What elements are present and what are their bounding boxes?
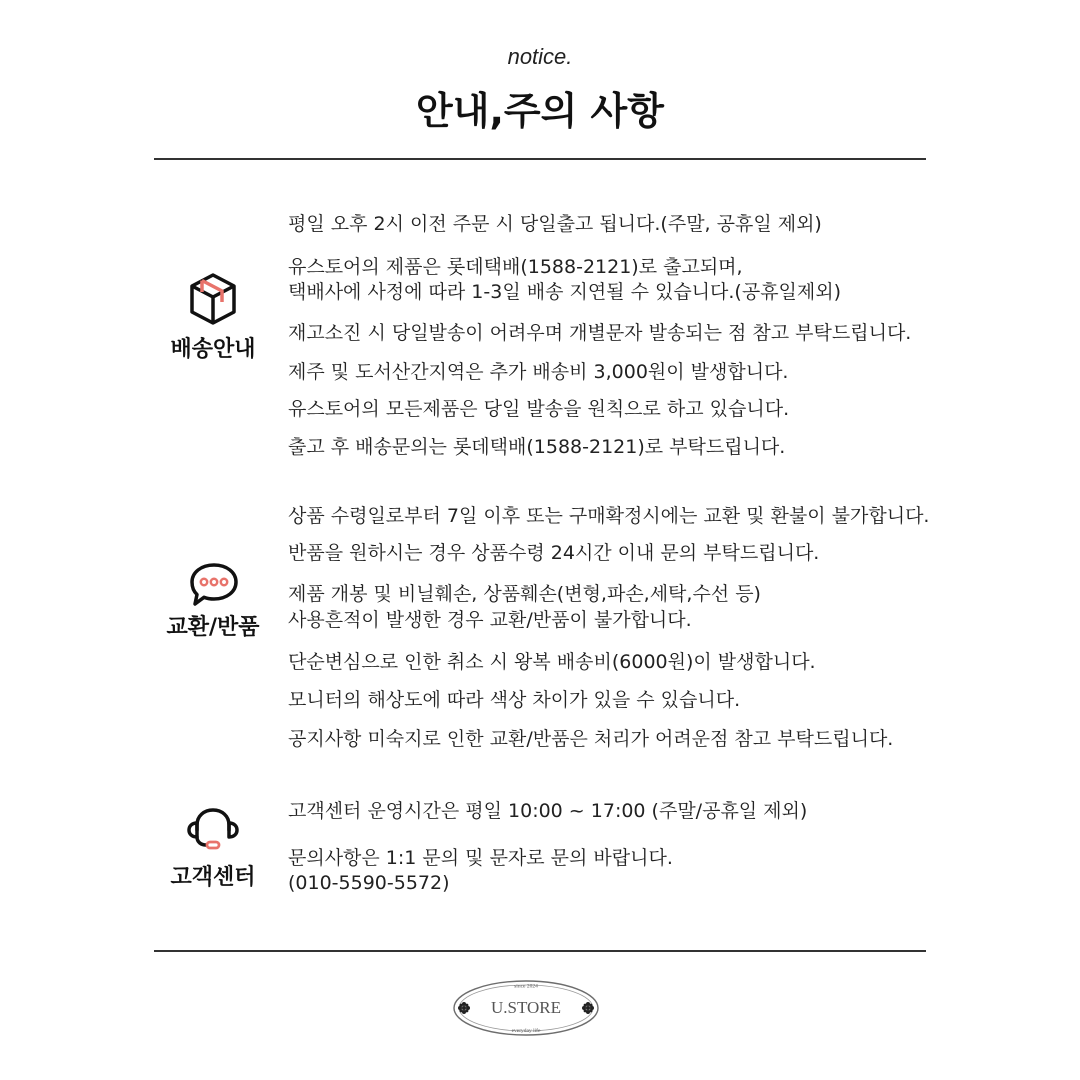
- bottom-divider: [154, 950, 926, 952]
- page-title: 안내,주의 사항: [416, 89, 664, 133]
- exchange-line: 단순변심으로 인한 취소 시 왕복 배송비(6000원)이 발생합니다.: [288, 651, 816, 673]
- chat-bubble-icon: [188, 561, 240, 609]
- shipping-line: 택배사에 사정에 따라 1-3일 배송 지연될 수 있습니다.(공휴일제외): [288, 281, 842, 303]
- exchange-line: 상품 수령일로부터 7일 이후 또는 구매확정시에는 교환 및 환불이 불가합니다.: [288, 505, 930, 527]
- customer-center-line: 문의사항은 1:1 문의 및 문자로 문의 바랍니다.: [288, 847, 673, 869]
- exchange-line: 제품 개봉 및 비닐훼손, 상품훼손(변형,파손,세탁,수선 등): [288, 583, 761, 605]
- notice-eyebrow: notice.: [507, 44, 573, 69]
- shipping-line: 평일 오후 2시 이전 주문 시 당일출고 됩니다.(주말, 공휴일 제외): [288, 213, 822, 235]
- logo-name-text: U.STORE: [490, 998, 562, 1017]
- exchange-line: 반품을 원하시는 경우 상품수령 24시간 이내 문의 부탁드립니다.: [288, 542, 820, 564]
- shipping-line: 유스토어의 제품은 롯데택배(1588-2121)로 출고되며,: [288, 256, 743, 278]
- logo-tagline-text: everyday life: [511, 1028, 541, 1034]
- top-divider: [154, 158, 926, 160]
- shipping-line: 유스토어의 모든제품은 당일 발송을 원칙으로 하고 있습니다.: [288, 398, 790, 420]
- section-label-shipping: 배송안내: [170, 337, 256, 362]
- package-box-icon: [188, 272, 238, 326]
- shipping-line: 제주 및 도서산간지역은 추가 배송비 3,000원이 발생합니다.: [288, 361, 789, 383]
- section-label-customer-center: 고객센터: [170, 865, 256, 890]
- logo-since-text: since 2024: [514, 983, 538, 990]
- exchange-line: 공지사항 미숙지로 인한 교환/반품은 처리가 어려운점 참고 부탁드립니다.: [288, 728, 894, 750]
- exchange-line: 사용흔적이 발생한 경우 교환/반품이 불가합니다.: [288, 609, 692, 631]
- shipping-line: 출고 후 배송문의는 롯데택배(1588-2121)로 부탁드립니다.: [288, 436, 786, 458]
- section-label-exchange: 교환/반품: [166, 615, 260, 640]
- customer-center-line: 고객센터 운영시간은 평일 10:00 ~ 17:00 (주말/공휴일 제외): [288, 800, 808, 822]
- headset-icon: [186, 806, 240, 852]
- exchange-line: 모니터의 해상도에 따라 색상 차이가 있을 수 있습니다.: [288, 689, 741, 711]
- ustore-logo: [451, 978, 601, 1038]
- customer-center-phone: (010-5590-5572): [288, 872, 450, 894]
- shipping-line: 재고소진 시 당일발송이 어려우며 개별문자 발송되는 점 참고 부탁드립니다.: [288, 322, 912, 344]
